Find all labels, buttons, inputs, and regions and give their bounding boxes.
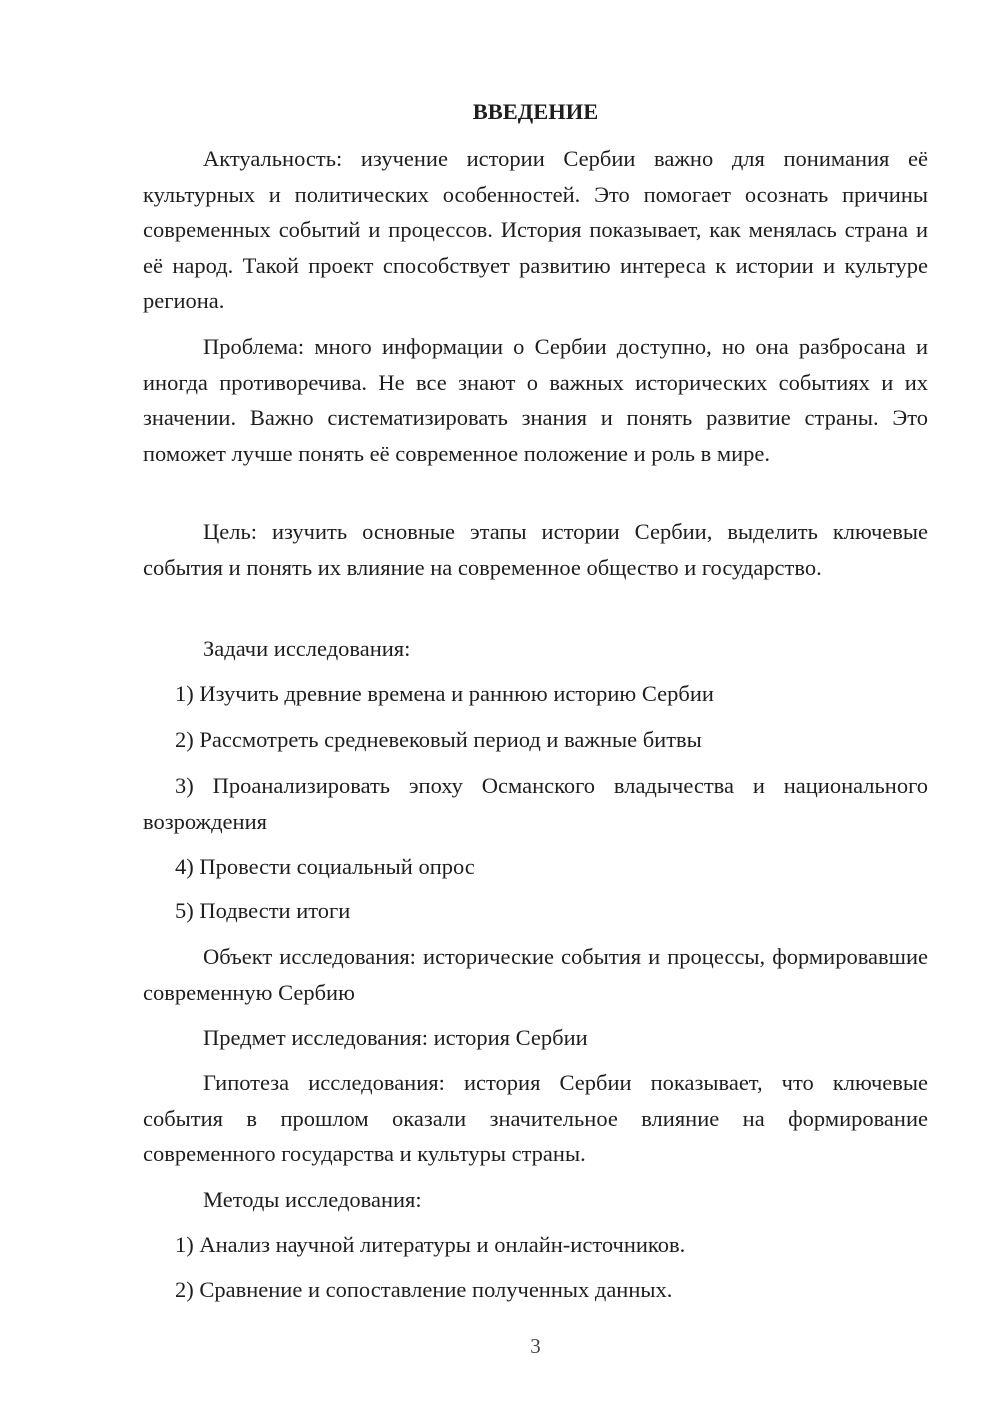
method-item-2: 2) Сравнение и сопоставление полученных данных. — [175, 1277, 673, 1302]
task-item-5: 5) Подвести итоги — [175, 898, 351, 923]
task-item-4: 4) Провести социальный опрос — [175, 854, 475, 879]
task-item-3: 3) Проанализировать эпоху Османского владычества и национального возрождения — [143, 773, 928, 834]
document-page — [143, 0, 928, 1414]
problem-paragraph: Проблема: много информации о Сербии доступно, но она разбросана и иногда противоречива. Не все знают о важных исторических событиях и их значении. Важно систематизировать знания и понять развитие страны. Это поможет лучше понять её современное положение и роль в мире. — [143, 334, 928, 466]
methods-heading: Методы исследования: — [203, 1187, 422, 1212]
task-item-2: 2) Рассмотреть средневековый период и важные битвы — [175, 727, 702, 752]
object-paragraph: Объект исследования: исторические события и процессы, формировавшие современную Сербию — [143, 944, 928, 1005]
section-title: ВВЕДЕНИЕ — [472, 99, 599, 124]
hypothesis-paragraph: Гипотеза исследования: история Сербии показывает, что ключевые события в прошлом оказали значительное влияние на формирование современного государства и культуры страны. — [143, 1070, 928, 1166]
goal-paragraph: Цель: изучить основные этапы истории Сербии, выделить ключевые события и понять их влияние на современное общество и государство. — [143, 519, 928, 580]
method-item-1: 1) Анализ научной литературы и онлайн-источников. — [175, 1232, 686, 1257]
task-item-1: 1) Изучить древние времена и раннюю историю Сербии — [175, 681, 714, 706]
page-number: 3 — [530, 1334, 541, 1358]
subject-paragraph: Предмет исследования: история Сербии — [203, 1025, 588, 1050]
relevance-paragraph: Актуальность: изучение истории Сербии важно для понимания её культурных и политических особенностей. Это помогает осознать причины современных событий и процессов. История показывает, как менялась страна и её народ. Такой проект способствует развитию интереса к истории и культуре региона. — [143, 146, 928, 313]
tasks-heading: Задачи исследования: — [203, 636, 411, 661]
